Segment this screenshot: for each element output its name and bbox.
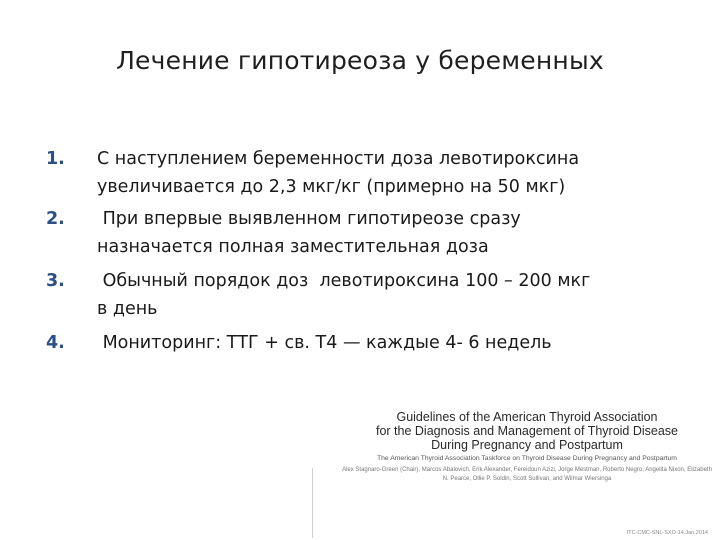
- slide-title: Лечение гипотиреоза у беременных: [116, 46, 604, 75]
- list-item-number: 2.: [46, 209, 65, 229]
- citation-code: ITC-CMC-SNL-SXO-14.Jan.2014: [626, 530, 708, 536]
- list-item: [46, 145, 686, 205]
- list-item-text: Обычный порядок доз левотироксина 100 – 200 мкг в день: [97, 271, 591, 319]
- list-item-number: 3.: [46, 271, 65, 291]
- citation-title: Guidelines of the American Thyroid Association for the Diagnosis and Management of Thyroid Disease During Pregnancy and Postpartum: [375, 410, 679, 452]
- scan-divider: [312, 468, 313, 538]
- guideline-citation-image: [340, 410, 714, 536]
- list-item: [46, 205, 686, 267]
- list-item-text: С наступлением беременности доза левотироксина увеличивается до 2,3 мкг/кг (примерно на 50 мкг): [97, 149, 580, 197]
- list-item: [46, 329, 686, 359]
- list-item-number: 4.: [46, 333, 65, 353]
- list-item: [46, 267, 686, 329]
- list-item-text: При впервые выявленном гипотиреозе сразу назначается полная заместительная доза: [97, 209, 521, 257]
- numbered-list: [46, 145, 686, 359]
- list-item-text: Мониторинг: ТТГ + св. Т4 — каждые 4- 6 недель: [97, 333, 552, 353]
- citation-authors: Alex Stagnaro-Green (Chair), Marcos Abalovich, Erik Alexander, Fereidoun Azizi, Jorge Mestman, Roberto Negro, Angelita Nixon, Elizabeth N. Pearce, Ollie P. Soldin, Scott Sullivan, and Wilmar Wiersinga: [342, 467, 712, 482]
- citation-subtitle: The American Thyroid Association Taskforce on Thyroid Disease During Pregnancy and Postpartum: [377, 455, 677, 462]
- list-item-number: 1.: [46, 149, 65, 169]
